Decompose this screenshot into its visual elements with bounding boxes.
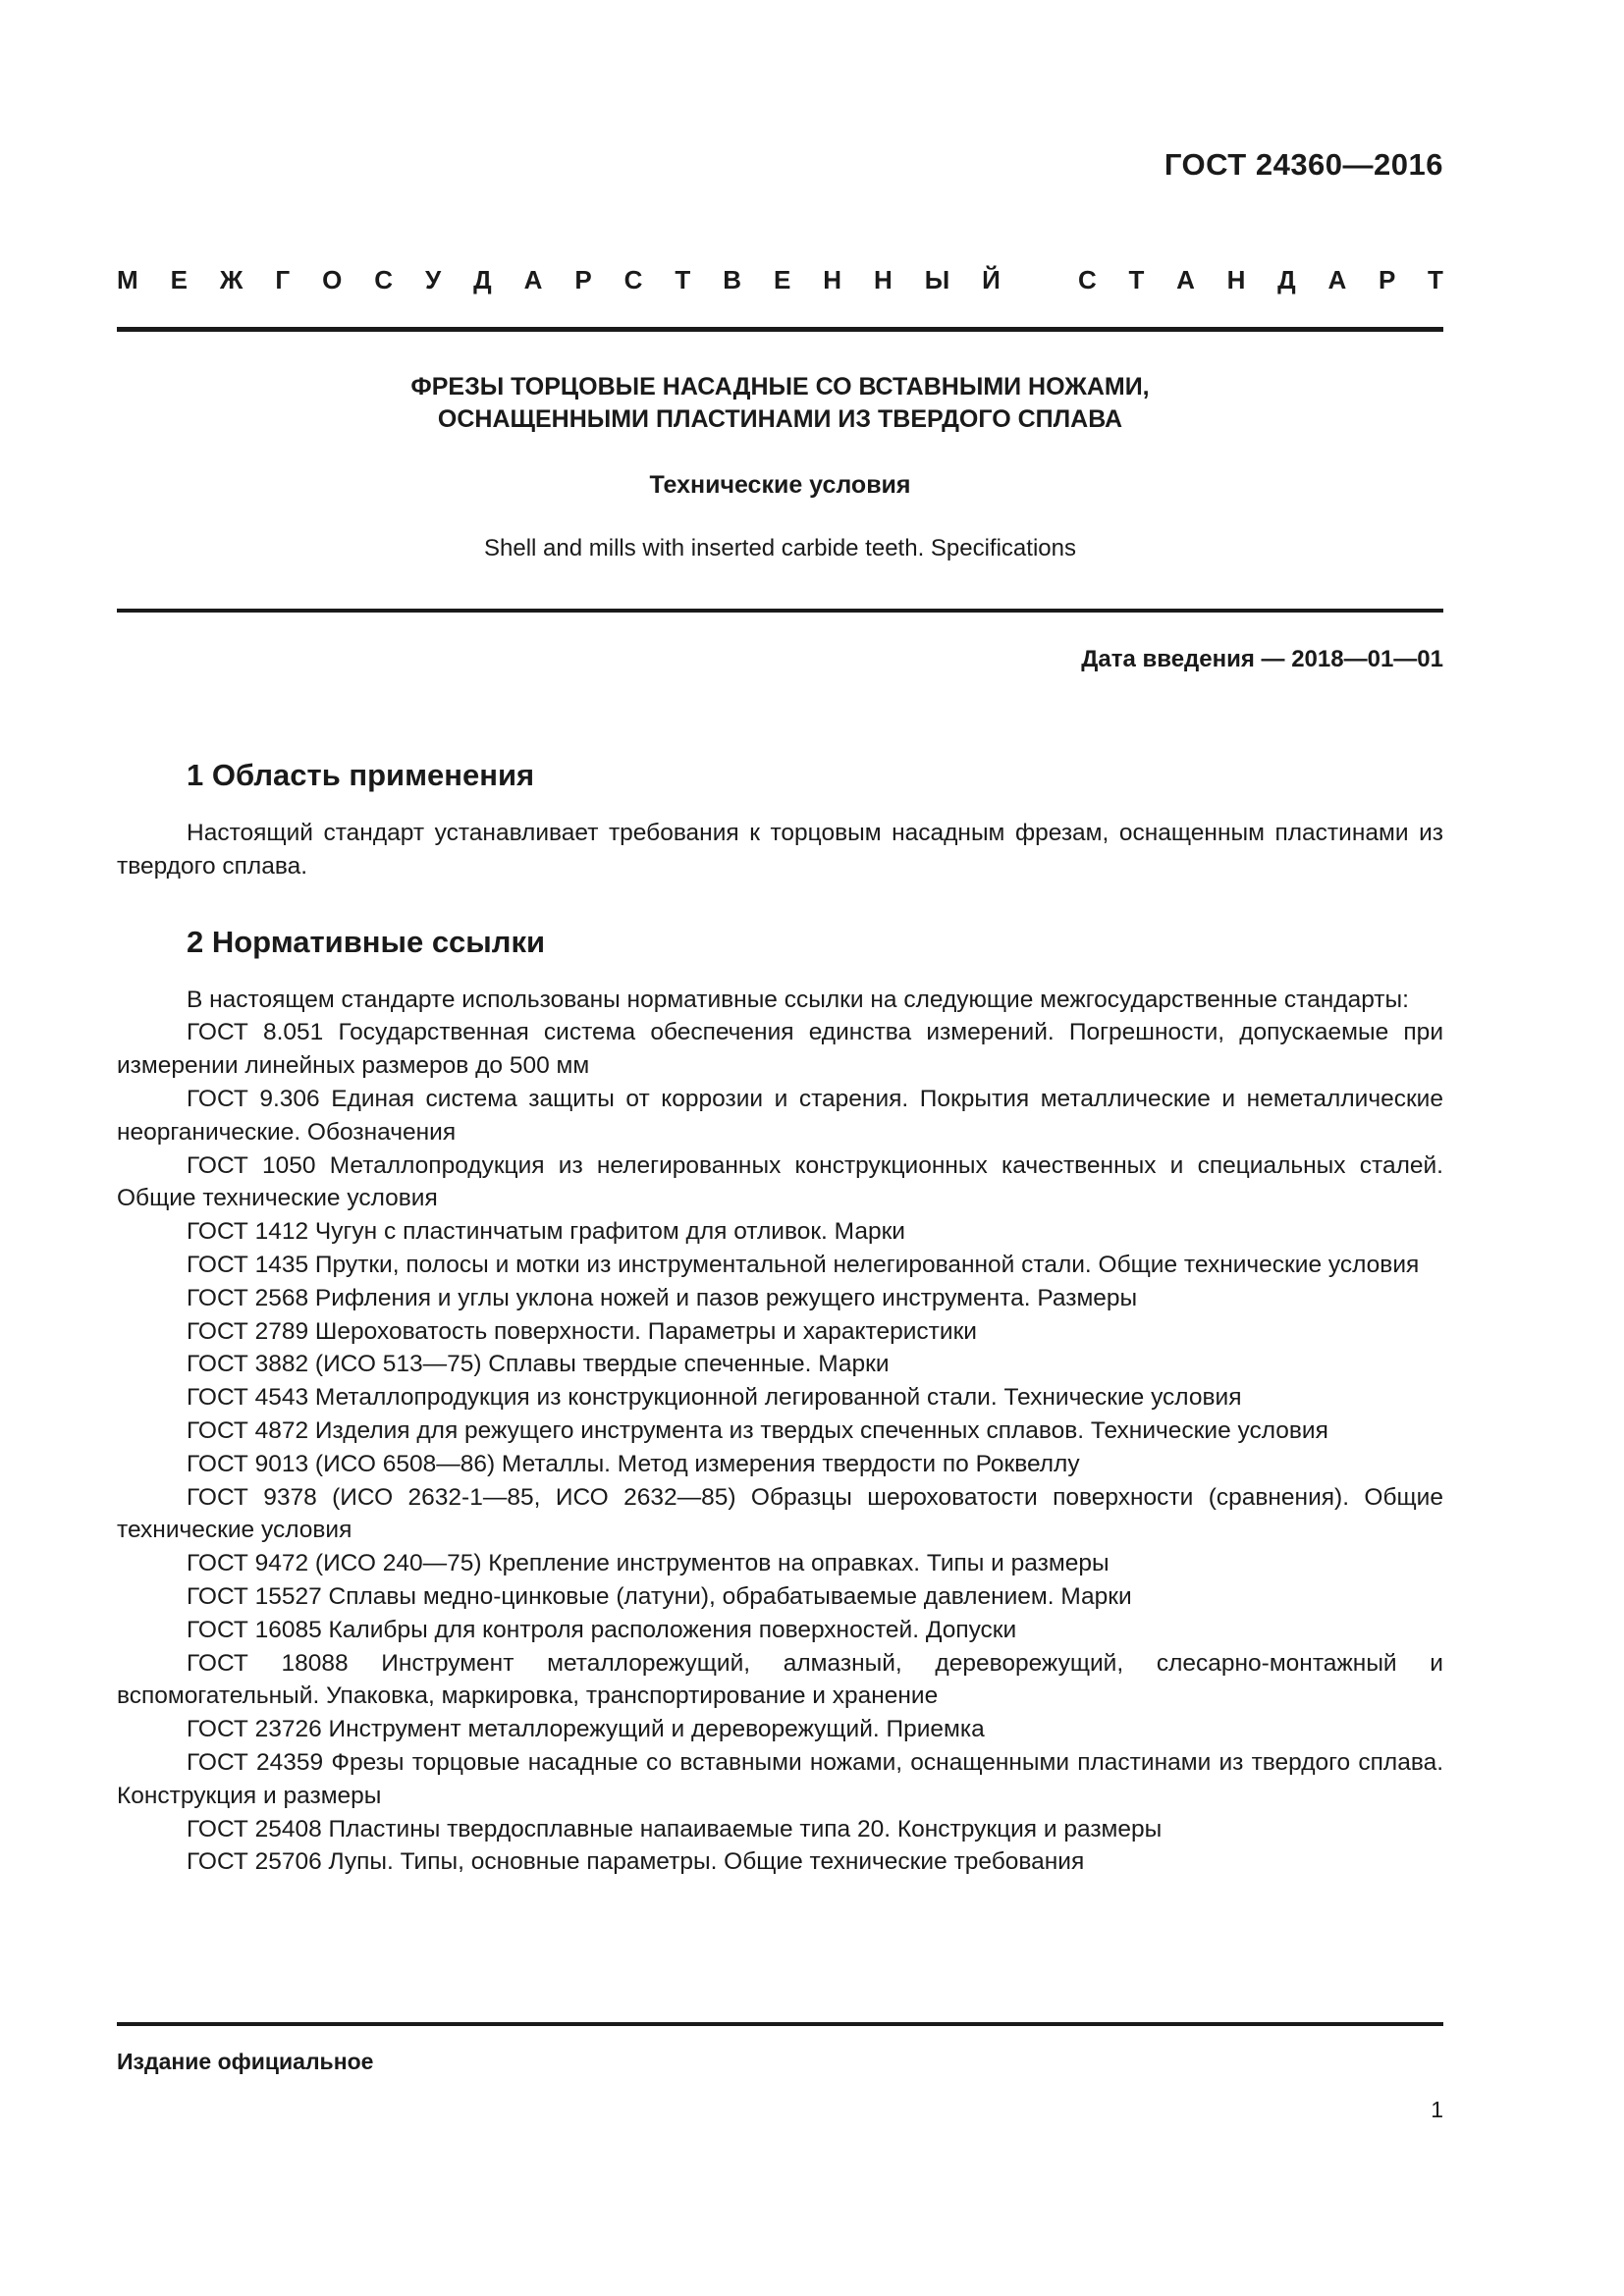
introduction-date: Дата введения — 2018—01—01 — [1081, 646, 1443, 672]
reference-item: ГОСТ 1050 Металлопродукция из нелегированных конструкционных качественных и специальных сталей. Общие технические условия — [117, 1151, 1443, 1212]
banner-letter: А — [1327, 265, 1347, 294]
reference-item: ГОСТ 9.306 Единая система защиты от коррозии и старения. Покрытия металлические и неметаллические неорганические. Обозначения — [117, 1085, 1443, 1146]
normative-references-list — [117, 1016, 1443, 1879]
reference-item: ГОСТ 4872 Изделия для режущего инструмента из твердых спеченных сплавов. Технические условия — [187, 1416, 1328, 1444]
banner-letter: Д — [1277, 265, 1296, 294]
reference-item: ГОСТ 4543 Металлопродукция из конструкционной легированной стали. Технические условия — [187, 1384, 1242, 1412]
interstate-standard-banner — [117, 265, 1443, 295]
title-line-2: ОСНАЩЕННЫМИ ПЛАСТИНАМИ ИЗ ТВЕРДОГО СПЛАВА — [437, 405, 1123, 433]
reference-item: ГОСТ 15527 Сплавы медно-цинковые (латуни), обрабатываемые давлением. Марки — [187, 1582, 1132, 1610]
document-subtitle: Технические условия — [649, 471, 911, 499]
banner-letter: С — [1078, 265, 1097, 294]
banner-letter: Т — [675, 265, 691, 294]
banner-letter: Г — [275, 265, 291, 294]
footer-rule — [117, 2022, 1443, 2026]
reference-item: ГОСТ 24359 Фрезы торцовые насадные со вставными ножами, оснащенными пластинами из твердого сплава. Конструкция и размеры — [117, 1748, 1443, 1809]
document-title — [117, 371, 1443, 436]
section-2-intro: В настоящем стандарте использованы нормативные ссылки на следующие межгосударственные стандарты: — [187, 986, 1409, 1013]
english-title: Shell and mills with inserted carbide teeth. Specifications — [484, 535, 1076, 561]
document-number: ГОСТ 24360—2016 — [1164, 147, 1443, 182]
banner-letter: С — [374, 265, 394, 294]
reference-item: ГОСТ 9472 (ИСО 240—75) Крепление инструментов на оправках. Типы и размеры — [187, 1550, 1110, 1577]
header-rule — [117, 327, 1443, 332]
banner-letter: Р — [1378, 265, 1396, 294]
interstate-word-1 — [117, 265, 1001, 295]
banner-letter: Ы — [924, 265, 950, 294]
reference-item: ГОСТ 2789 Шероховатость поверхности. Параметры и характеристики — [187, 1317, 977, 1345]
banner-letter: А — [1176, 265, 1195, 294]
banner-letter: Н — [1226, 265, 1246, 294]
banner-letter: М — [117, 265, 138, 294]
banner-letter: С — [623, 265, 643, 294]
banner-letter: Р — [574, 265, 592, 294]
banner-letter: Й — [982, 265, 1001, 294]
reference-item: ГОСТ 23726 Инструмент металлорежущий и дереворежущий. Приемка — [187, 1716, 985, 1743]
banner-letter: Т — [1428, 265, 1443, 294]
reference-item: ГОСТ 1435 Прутки, полосы и мотки из инструментальной нелегированной стали. Общие технические условия — [187, 1251, 1420, 1278]
banner-letter: В — [723, 265, 742, 294]
banner-letter: О — [322, 265, 343, 294]
title-line-1: ФРЕЗЫ ТОРЦОВЫЕ НАСАДНЫЕ СО ВСТАВНЫМИ НОЖАМИ, — [410, 373, 1150, 400]
reference-item: ГОСТ 1412 Чугун с пластинчатым графитом для отливок. Марки — [187, 1218, 905, 1246]
reference-item: ГОСТ 9378 (ИСО 2632-1—85, ИСО 2632—85) Образцы шероховатости поверхности (сравнения). Общие технические условия — [117, 1483, 1443, 1544]
reference-item: ГОСТ 9013 (ИСО 6508—86) Металлы. Метод измерения твердости по Роквеллу — [187, 1450, 1080, 1477]
reference-item: ГОСТ 3882 (ИСО 513—75) Сплавы твердые спеченные. Марки — [187, 1351, 890, 1378]
banner-letter: Д — [473, 265, 492, 294]
official-edition-label: Издание официальное — [117, 2049, 374, 2074]
reference-item: ГОСТ 16085 Калибры для контроля расположения поверхностей. Допуски — [187, 1616, 1017, 1643]
banner-letter: Е — [170, 265, 188, 294]
banner-letter: У — [425, 265, 442, 294]
document-body — [117, 756, 1443, 1879]
banner-letter: Н — [874, 265, 893, 294]
interstate-word-2 — [1078, 265, 1443, 295]
reference-item: ГОСТ 8.051 Государственная система обеспечения единства измерений. Погрешности, допускаемые при измерении линейных размеров до 500 мм — [117, 1019, 1443, 1080]
section-1-text: Настоящий стандарт устанавливает требования к торцовым насадным фрезам, оснащенным пластинами из твердого сплава. — [117, 820, 1443, 880]
section-1-heading: 1 Область применения — [187, 758, 535, 792]
reference-item: ГОСТ 25706 Лупы. Типы, основные параметры. Общие технические требования — [187, 1848, 1085, 1876]
section-2-heading: 2 Нормативные ссылки — [187, 924, 546, 959]
title-rule — [117, 609, 1443, 613]
page-number: 1 — [1431, 2097, 1443, 2122]
banner-letter: А — [523, 265, 543, 294]
reference-item: ГОСТ 2568 Рифления и углы уклона ножей и пазов режущего инструмента. Размеры — [187, 1284, 1138, 1311]
banner-letter: Ж — [219, 265, 244, 294]
reference-item: ГОСТ 25408 Пластины твердосплавные напаиваемые типа 20. Конструкция и размеры — [187, 1815, 1163, 1842]
banner-letter: Е — [773, 265, 791, 294]
banner-letter: Т — [1128, 265, 1145, 294]
reference-item: ГОСТ 18088 Инструмент металлорежущий, алмазный, дереворежущий, слесарно-монтажный и вспомогательный. Упаковка, маркировка, транспортирование и хранение — [117, 1649, 1443, 1710]
banner-letter: Н — [823, 265, 842, 294]
